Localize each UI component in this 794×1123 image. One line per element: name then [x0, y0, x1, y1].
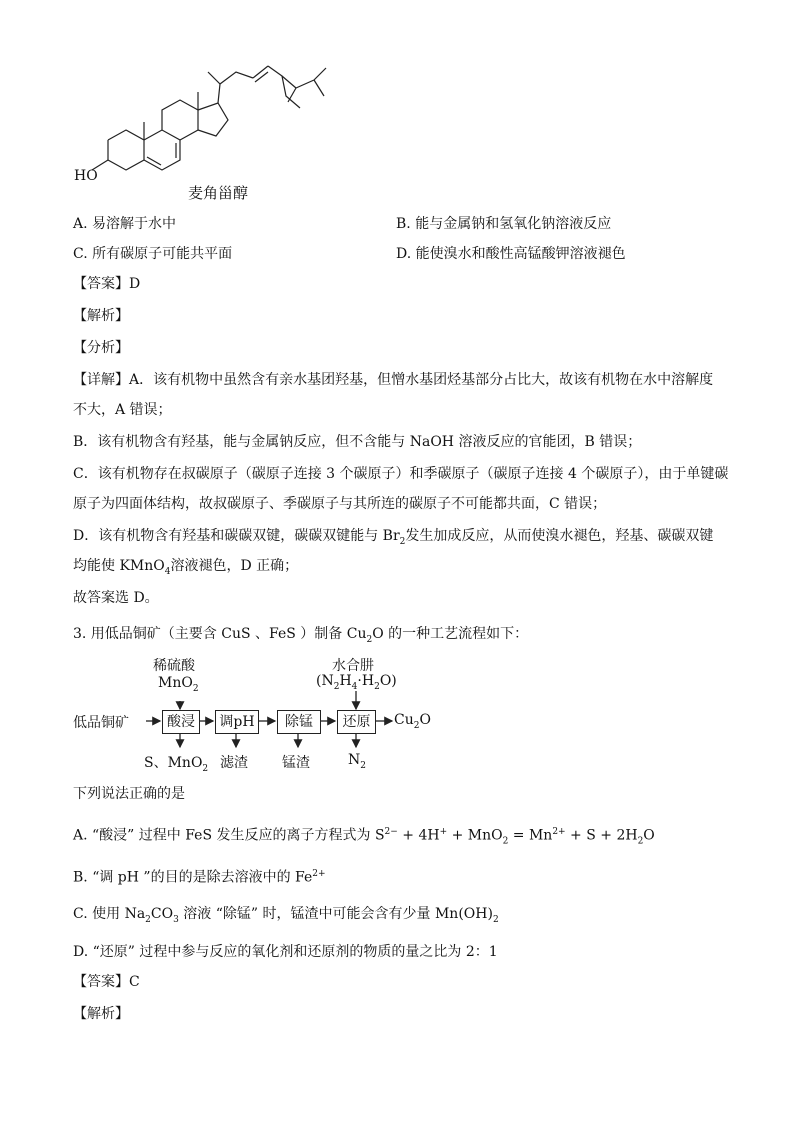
out-acid-leach: S、MnO$_2$: [144, 755, 209, 774]
q3-b-text: B. “调 pH ”的目的是除去溶液中的 Fe: [73, 869, 313, 886]
step-acid-leach: 酸浸: [162, 710, 200, 734]
out4-text: N: [348, 752, 361, 768]
q2-option-b: B. 能与金属钠和氢氧化钠溶液反应: [396, 216, 612, 232]
q2-detail-line-4: C．该有机物存在叔碳原子（碳原子连接 3 个碳原子）和季碳原子（碳原子连接 4 个碳原子），由于单键碳: [73, 466, 729, 482]
q3-c-part4: (OH): [458, 906, 493, 922]
reagent1-line1: 稀硫酸: [153, 658, 195, 674]
out-n2: $N_2$: [348, 752, 366, 771]
out-filter-residue: 滤渣: [220, 755, 248, 771]
q2-answer: 【答案】D: [73, 276, 141, 292]
q2-detail-d-tail: 发生加成反应，从而使溴水褪色，羟基、碳碳双键: [405, 528, 714, 544]
q3-c-part2: CO: [150, 906, 174, 922]
q3-option-d: D. “还原” 过程中参与反应的氧化剂和还原剂的物质的量之比为 2：1: [73, 944, 498, 960]
q3-a-part3: + MnO: [447, 827, 503, 844]
q2-option-c: C. 所有碳原子可能共平面: [73, 246, 233, 262]
step-adjust-ph: 调pH: [215, 710, 259, 734]
q3-stem-head: 3. 用低品铜矿（主要含 CuS 、FeS ）制备 Cu: [73, 626, 367, 642]
q2-analysis-head: 【解析】: [73, 308, 129, 324]
q3-a-part6: O: [643, 827, 655, 844]
q2-detail-kmno4-tail: 溶液褪色，D 正确；: [170, 558, 299, 574]
reagent1-mno2: MnO: [158, 675, 193, 691]
ho-label: HO: [74, 168, 98, 184]
step-remove-mn: 除锰: [277, 710, 321, 734]
q2-detail-line-6: D．该有机物含有羟基和碳碳双键，碳碳双键能与 $Br_2$发生加成反应，从而使溴水褪色，羟基、碳碳双键: [73, 528, 714, 547]
q3-c-part1: C. 使用 Na: [73, 906, 146, 922]
q2-option-a: A. 易溶解于水中: [73, 216, 177, 232]
reagent2-line2: $(N_2H_4\cdot H_2O)$: [316, 673, 397, 692]
q3-option-a: A. “酸浸” 过程中 FeS 发生反应的离子方程式为 $S^{2-} + 4H^+ + MnO_2 = Mn^{2+} + S + 2H_2O$: [73, 827, 655, 847]
reagent2-line1: 水合肼: [332, 658, 374, 674]
q2-conclusion: 故答案选 D。: [73, 590, 159, 606]
product-cu: Cu: [394, 712, 414, 728]
reagent1-line2: MnO$_2$: [158, 675, 199, 694]
q2-detail-d-head: D．该有机物含有羟基和碳碳双键，碳碳双键能与 Br: [73, 528, 400, 544]
reagent2-formula-head: (N: [316, 673, 334, 689]
q3-a-part1: A. “酸浸” 过程中 FeS 发生反应的离子方程式为 S: [73, 827, 385, 844]
ergosterol-structure: [68, 58, 348, 212]
flow-product: $Cu_2O$: [394, 712, 431, 731]
out1-text: S、MnO: [144, 755, 203, 771]
q3-stem-tail: O 的一种工艺流程如下：: [372, 626, 529, 642]
q3-question: 下列说法正确的是: [73, 786, 185, 802]
flow-start: 低品铜矿: [73, 715, 129, 731]
q3-option-b: B. “调 pH ”的目的是除去溶液中的 $Fe^{2+}$: [73, 869, 326, 886]
molecule-name: 麦角甾醇: [188, 184, 249, 202]
q2-detail-line-3: B．该有机物含有羟基，能与金属钠反应，但不含能与 NaOH 溶液反应的官能团，B 错误；: [73, 434, 642, 450]
q3-a-part5: + S + 2H: [565, 827, 638, 844]
process-flowchart: [70, 655, 470, 775]
q3-a-part4: = Mn: [508, 827, 553, 844]
q2-fenxi-head: 【分析】: [73, 340, 129, 356]
q2-option-d: D. 能使溴水和酸性高锰酸钾溶液褪色: [396, 246, 626, 262]
q3-a-part2: + 4H: [397, 827, 440, 844]
out-mn-residue: 锰渣: [282, 755, 310, 771]
step-reduce: 还原: [337, 710, 376, 734]
q2-detail-line-7: 均能使 KMnO$_4$溶液褪色，D 正确；: [73, 558, 299, 577]
q2-detail-line-1: 【详解】A．该有机物中虽然含有亲水基团羟基，但憎水基团烃基部分占比大，故该有机物在水中溶解度: [73, 372, 714, 388]
q3-answer: 【答案】C: [73, 974, 140, 990]
molecule-drawing: [68, 58, 348, 208]
q3-c-part3: 溶液 “除锰” 时，锰渣中可能会含有少量 Mn: [178, 906, 459, 922]
q3-option-c: C. 使用 $Na_2CO_3$ 溶液 “除锰” 时，锰渣中可能会含有少量 $Mn(OH)_2$: [73, 906, 499, 925]
q2-detail-line-2: 不大，A 错误；: [73, 402, 172, 418]
q2-detail-line-5: 原子为四面体结构，故叔碳原子、季碳原子与其所连的碳原子不可能都共面，C 错误；: [73, 496, 607, 512]
q3-stem: 3. 用低品铜矿（主要含 CuS 、FeS ）制备 $Cu_2O$ 的一种工艺流程如下：: [73, 626, 529, 645]
q3-analysis-head: 【解析】: [73, 1006, 129, 1022]
q2-detail-kmno4-head: 均能使 KMnO: [73, 558, 165, 574]
